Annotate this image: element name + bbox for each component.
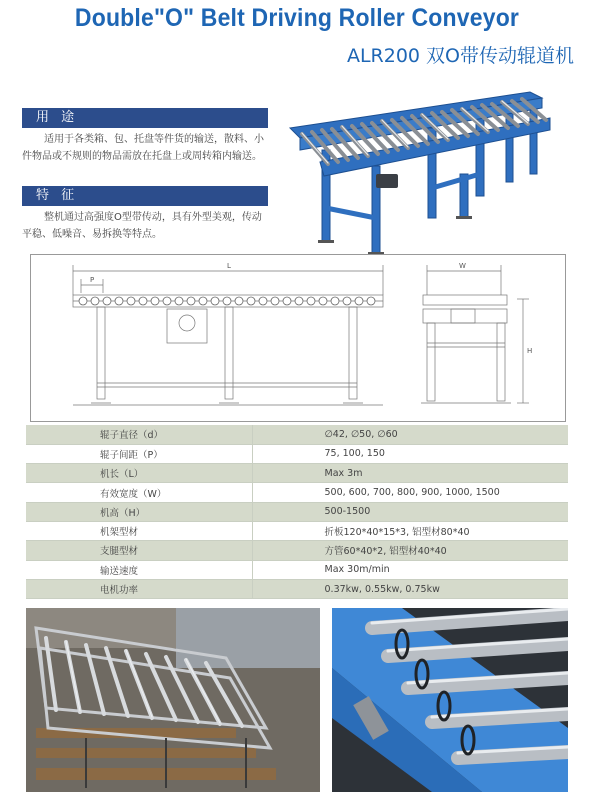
section-usage-title: 用 途 <box>22 108 268 128</box>
spec-key: 机长（L） <box>26 464 252 483</box>
section-usage-text: 适用于各类箱、包、托盘等件货的输送，散料、小件物品或不规则的物品需放在托盘上或周转箱内输送。 <box>22 134 264 162</box>
spec-key: 机高（H） <box>26 502 252 521</box>
table-row <box>26 444 568 463</box>
spec-value: Max 3m <box>252 464 568 483</box>
roller-closeup-photo <box>332 608 568 792</box>
drawing-svg <box>31 255 565 421</box>
spec-value: Max 30m/min <box>252 560 568 579</box>
spec-value: 500, 600, 700, 800, 900, 1000, 1500 <box>252 483 568 502</box>
spec-value: 0.37kw, 0.55kw, 0.75kw <box>252 579 568 598</box>
spec-key: 机架型材 <box>26 521 252 540</box>
end-view <box>421 265 529 403</box>
spec-key: 有效宽度（W） <box>26 483 252 502</box>
spec-key: 输送速度 <box>26 560 252 579</box>
spec-key: 辊子间距（P） <box>26 444 252 463</box>
spec-value: 500-1500 <box>252 502 568 521</box>
spec-key: 辊子直径（d） <box>26 425 252 444</box>
section-features-text: 整机通过高强度O型带传动，具有外型美观，传动平稳、低噪音、易拆换等特点。 <box>22 212 262 240</box>
spec-value: ∅42, ∅50, ∅60 <box>252 425 568 444</box>
spec-key: 支腿型材 <box>26 541 252 560</box>
title-en: Double"O" Belt Driving Roller Conveyor <box>74 4 520 32</box>
spec-table <box>26 425 568 599</box>
label-H: H <box>527 347 533 355</box>
title-cn: ALR200 双O带传动辊道机 <box>346 45 574 67</box>
label-L: L <box>227 262 231 270</box>
conveyor-photo <box>280 88 560 258</box>
label-W: W <box>459 262 466 270</box>
technical-drawing <box>30 254 566 422</box>
spec-key: 电机功率 <box>26 579 252 598</box>
table-row <box>26 521 568 540</box>
section-features-title: 特 征 <box>22 186 268 206</box>
table-row <box>26 560 568 579</box>
table-row <box>26 541 568 560</box>
label-P: P <box>90 276 95 284</box>
table-row <box>26 579 568 598</box>
spec-value: 折板120*40*15*3, 铝型材80*40 <box>252 521 568 540</box>
table-row <box>26 483 568 502</box>
table-row <box>26 464 568 483</box>
table-row <box>26 502 568 521</box>
spec-value: 75, 100, 150 <box>252 444 568 463</box>
spec-value: 方管60*40*2, 铝型材40*40 <box>252 541 568 560</box>
conveyor-stack-photo <box>26 608 320 792</box>
table-row <box>26 425 568 444</box>
